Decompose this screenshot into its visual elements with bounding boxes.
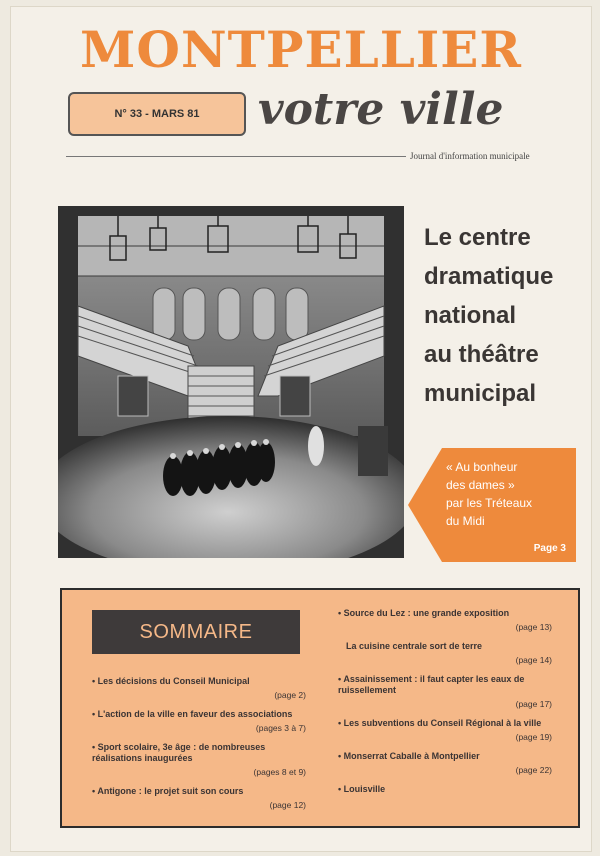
newspaper-page — [10, 6, 592, 852]
sommaire-box — [60, 588, 580, 828]
sommaire-entry — [92, 786, 306, 811]
sommaire-entry — [92, 709, 306, 734]
sommaire-entry — [92, 676, 306, 701]
sommaire-entry — [338, 718, 552, 743]
sommaire-title: SOMMAIRE — [92, 610, 300, 654]
entry-title: • Sport scolaire, 3e âge : de nombreuses réalisations inaugurées — [92, 742, 266, 763]
entry-page: (page 12) — [269, 800, 306, 810]
masthead-tagline: Journal d'information municipale — [410, 151, 530, 161]
sommaire-entry — [338, 784, 552, 795]
sommaire-entry — [338, 608, 552, 633]
sommaire-entry — [92, 742, 306, 778]
sommaire-entry — [338, 641, 552, 666]
entry-title: • L'action de la ville en faveur des associations — [92, 709, 293, 719]
masthead-subtitle: votre ville — [258, 84, 504, 135]
theatre-stage-image — [58, 206, 404, 558]
headline-line: Le centre — [424, 224, 531, 251]
entry-page: (pages 8 et 9) — [253, 767, 306, 777]
entry-title: • Antigone : le projet suit son cours — [92, 786, 244, 796]
promo-line: du Midi — [446, 514, 485, 528]
sommaire-entry — [338, 674, 552, 710]
entry-title: La cuisine centrale sort de terre — [346, 641, 483, 651]
entry-title: • Monserrat Caballe à Montpellier — [338, 751, 480, 761]
promo-line: par les Tréteaux — [446, 496, 533, 510]
promo-line: des dames » — [446, 478, 515, 492]
entry-title: • Louisville — [338, 784, 386, 794]
entry-title: • Les subventions du Conseil Régional à la ville — [338, 718, 542, 728]
entry-title: • Assainissement : il faut capter les eaux de ruissellement — [338, 674, 525, 695]
headline-line: national — [424, 302, 517, 329]
sommaire-right-column — [338, 608, 552, 803]
sommaire-entry — [338, 751, 552, 776]
entry-page: (page 17) — [515, 699, 552, 709]
masthead-rule — [66, 156, 406, 157]
headline-line: dramatique — [424, 263, 554, 290]
headline-line: au théâtre — [424, 341, 539, 368]
masthead-title: MONTPELLIER — [80, 20, 522, 79]
entry-title: • Les décisions du Conseil Municipal — [92, 676, 250, 686]
promo-page-ref: Page 3 — [533, 543, 566, 554]
sommaire-left-column — [92, 676, 306, 819]
entry-title: • Source du Lez : une grande exposition — [338, 608, 510, 618]
feature-headline — [424, 218, 594, 413]
headline-line: municipal — [424, 380, 537, 407]
entry-page: (pages 3 à 7) — [255, 723, 306, 733]
entry-page: (page 22) — [515, 765, 552, 775]
entry-page: (page 19) — [515, 732, 552, 742]
entry-page: (page 2) — [274, 690, 306, 700]
issue-number-box: N° 33 - MARS 81 — [68, 92, 246, 136]
theatre-photo — [58, 206, 404, 558]
promo-line: « Au bonheur — [446, 460, 518, 474]
promo-arrow-box — [408, 448, 576, 562]
entry-page: (page 14) — [515, 655, 552, 665]
entry-page: (page 13) — [515, 622, 552, 632]
promo-text — [446, 458, 572, 530]
